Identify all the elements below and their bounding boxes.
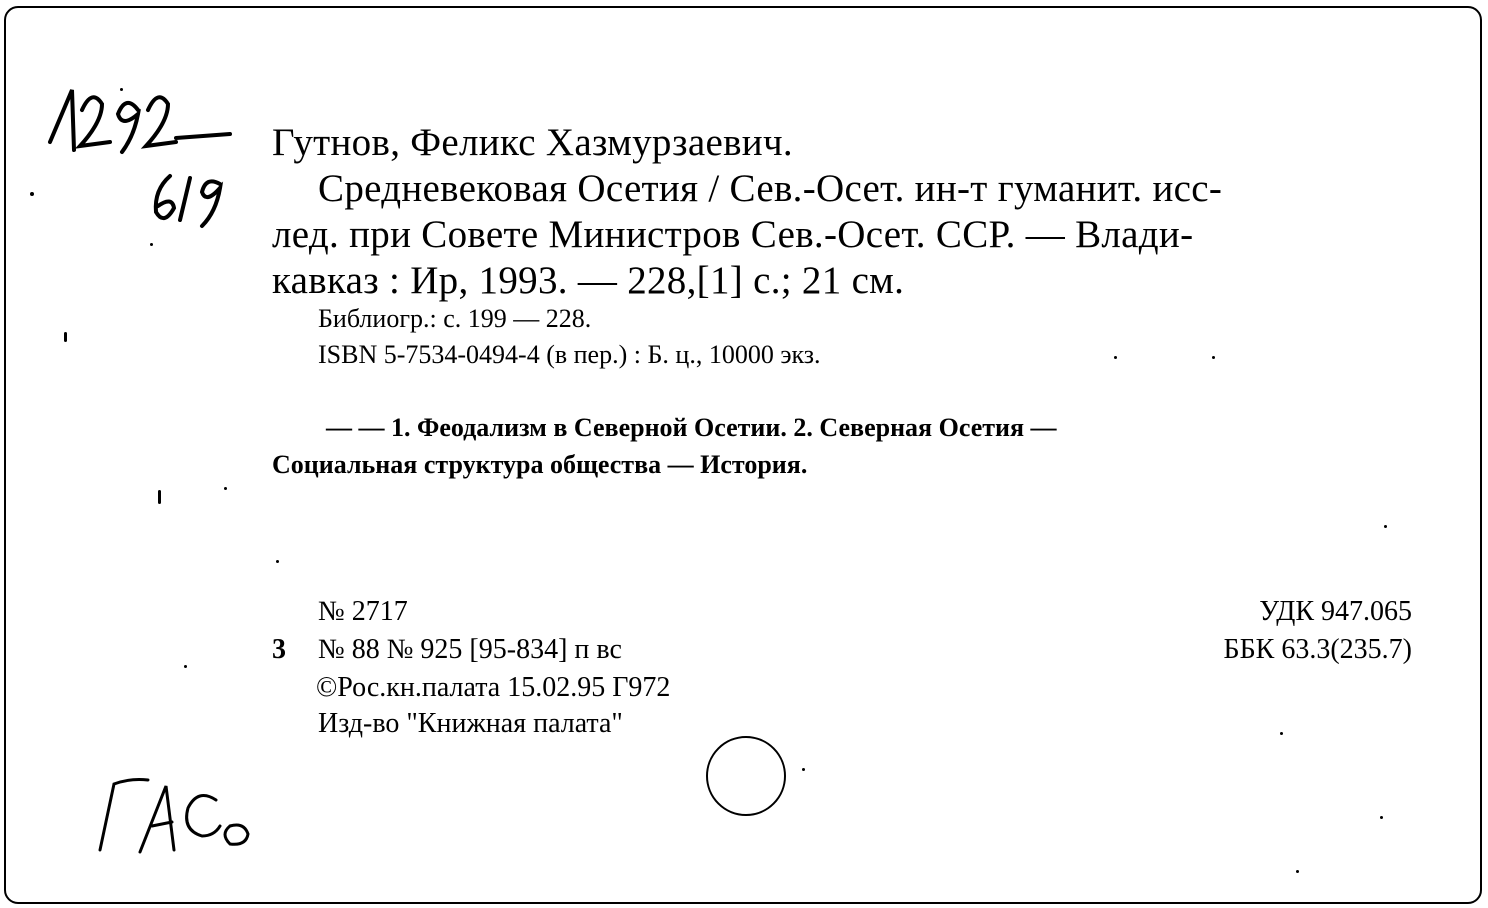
isbn-note: ISBN 5-7534-0494-4 (в пер.) : Б. ц., 10000 экз.: [318, 340, 821, 369]
scan-speck: [120, 88, 123, 91]
scan-speck: [1296, 870, 1299, 873]
handwritten-archive-mark: [70, 760, 290, 860]
scan-speck: [1114, 356, 1117, 359]
punch-hole-circle: [706, 736, 786, 816]
index-digit: 3: [272, 634, 286, 665]
scan-speck: [1280, 732, 1283, 735]
handwritten-shelf-mark: [30, 80, 260, 240]
numbers-line: № 88 № 925 [95-834] п вс: [318, 634, 622, 665]
bbk-code: ББК 63.3(235.7): [1223, 634, 1412, 665]
scan-speck: [224, 487, 227, 490]
udk-code: УДК 947.065: [1259, 596, 1412, 627]
copyright-line: ©Рос.кн.палата 15.02.95 Г972: [316, 672, 671, 703]
scan-speck: [1212, 356, 1215, 359]
handwritten-archive-mark-drawing: [70, 760, 290, 860]
subjects-line-1: — — 1. Феодализм в Северной Осетии. 2. Северная Осетия —: [326, 413, 1057, 442]
scan-speck: [150, 243, 153, 246]
title-line-3: кавказ : Ир, 1993. — 228,[1] с.; 21 см.: [272, 259, 905, 302]
scan-speck: [1380, 816, 1383, 819]
scan-speck: [158, 490, 161, 504]
publisher-line: Изд-во "Книжная палата": [318, 708, 623, 739]
title-line-2: лед. при Совете Министров Сев.-Осет. ССР. — Влади-: [272, 213, 1194, 256]
author-heading: Гутнов, Феликс Хазмурзаевич.: [272, 121, 793, 164]
registry-number: № 2717: [318, 596, 408, 627]
scan-speck: [30, 192, 34, 196]
scan-speck: [802, 768, 805, 771]
scan-speck: [64, 332, 67, 342]
subjects-line-2: Социальная структура общества — История.: [272, 450, 808, 479]
title-line-1: Средневековая Осетия / Сев.-Осет. ин-т гуманит. исс-: [318, 167, 1223, 210]
scan-speck: [1384, 525, 1387, 528]
bibliography-note: Библиогр.: с. 199 — 228.: [318, 304, 592, 333]
scan-speck: [184, 665, 187, 668]
handwritten-shelf-mark-drawing: [30, 80, 260, 240]
scan-speck: [276, 560, 279, 563]
